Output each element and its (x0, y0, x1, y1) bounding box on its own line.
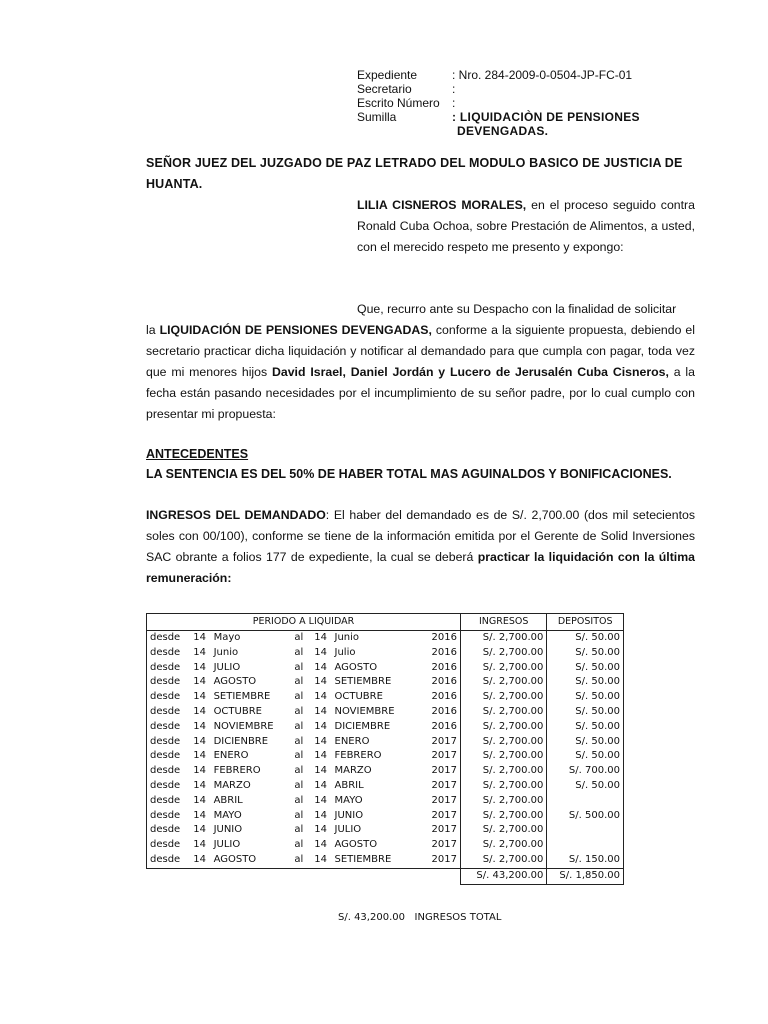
row-month-from: JULIO (213, 839, 241, 851)
row-deposito (547, 838, 624, 853)
row-al: al (288, 853, 310, 868)
row-ingreso: S/. 2,700.00 (460, 675, 546, 690)
row-year: 2017 (431, 735, 457, 747)
row-year: 2016 (431, 632, 457, 643)
table-row (147, 661, 624, 676)
table-row (147, 764, 624, 779)
row-al: al (294, 691, 304, 703)
row-ingreso: S/. 2,700.00 (460, 661, 546, 676)
row-month-to: SETIEMBRE (334, 676, 392, 688)
row-day-to: 14 (314, 646, 327, 658)
row-ingreso: S/. 2,700.00 (460, 853, 546, 868)
row-ingreso: S/. 2,700.00 (460, 735, 546, 750)
row-month-from: SETIEMBRE (213, 691, 271, 703)
row-month-to: ABRIL (334, 779, 364, 791)
row-month-from: MARZO (213, 779, 251, 791)
row-deposito (547, 823, 624, 838)
row-ingreso: S/. 2,700.00 (460, 823, 546, 838)
row-month-to: ENERO (334, 735, 370, 747)
table-row (147, 779, 624, 794)
row-ingreso: S/. 2,700.00 (460, 631, 546, 646)
row-desde: desde (147, 646, 189, 661)
row-desde: desde (147, 764, 189, 779)
sentence-text: LA SENTENCIA ES DEL 50% DE HABER TOTAL MAS AGUINALDOS Y BONIFICACIONES. (146, 467, 672, 481)
row-ingreso: S/. 2,700.00 (460, 764, 546, 779)
row-day-from: 14 (193, 705, 206, 717)
row-month-from: ABRIL (213, 794, 243, 806)
row-month-from: NOVIEMBRE (213, 720, 274, 732)
row-day-to: 14 (314, 691, 327, 703)
row-day-to: 14 (314, 765, 327, 777)
row-al: al (294, 676, 304, 688)
col-header-depositos: DEPOSITOS (547, 614, 624, 631)
row-year: 2017 (431, 794, 457, 806)
request-mid: conforme a la siguiente propuesta, debiendo el secretario practicar dicha liquidación y notificar al demandado para que cumpla con pagar, toda vez que mi menores hijos (146, 323, 695, 379)
row-day-to: 14 (314, 824, 327, 836)
row-desde: desde (147, 823, 189, 838)
intro-text: en el proceso seguido contra Ronald Cuba Ochoa, sobre Prestación de Alimentos, a usted, con el merecido respeto me presento y expongo: (357, 198, 695, 254)
row-desde: desde (147, 720, 189, 735)
row-deposito: S/. 50.00 (547, 749, 624, 764)
row-desde: desde (147, 779, 189, 794)
row-desde: desde (147, 705, 189, 720)
row-month-to: SETIEMBRE (332, 853, 419, 868)
ingresos-label: INGRESOS DEL DEMANDADO (146, 508, 326, 522)
table-row (147, 735, 624, 750)
request-first-line: Que, recurro ante su Despacho con la finalidad de solicitar (357, 302, 677, 316)
ingresos-text: : El haber del demandado es de S/. 2,700.00 (dos mil setecientos soles con 00/100), conforme se tiene de la información emitida por el Gerente de Solid Inversiones SAC obrante a folios 177 de expediente, la cual se deberá (146, 508, 695, 564)
row-ingreso: S/. 2,700.00 (460, 809, 546, 824)
row-day-from: 14 (193, 809, 206, 821)
row-ingreso: S/. 2,700.00 (460, 779, 546, 794)
row-year: 2016 (431, 676, 457, 688)
col-header-periodo: PERIODO A LIQUIDAR (147, 614, 461, 631)
petitioner-name: LILIA CISNEROS MORALES, (357, 198, 527, 212)
row-day-from: 14 (193, 824, 206, 836)
row-al: al (294, 839, 304, 851)
row-al: al (294, 720, 304, 732)
row-month-to: OCTUBRE (334, 691, 383, 703)
row-day-to: 14 (314, 750, 327, 762)
row-year: 2016 (431, 705, 457, 717)
row-day-from: 14 (193, 676, 206, 688)
antecedentes-heading: ANTECEDENTES (146, 447, 249, 461)
row-month-to: AGOSTO (334, 661, 378, 673)
table-row (147, 749, 624, 764)
row-day-to: 14 (314, 809, 327, 821)
request-paragraph (146, 299, 695, 425)
row-desde: desde (147, 735, 189, 750)
row-deposito: S/. 50.00 (547, 779, 624, 794)
totals-row (147, 868, 624, 884)
row-month-to: AGOSTO (334, 839, 378, 851)
table-row (147, 675, 624, 690)
expediente-label: Expediente (357, 68, 418, 82)
row-desde: desde (147, 675, 189, 690)
row-day-from: 14 (193, 632, 206, 643)
row-day-from: 14 (193, 839, 206, 851)
addressee: SEÑOR JUEZ DEL JUZGADO DE PAZ LETRADO DEL MODULO BASICO DE JUSTICIA DE HUANTA. (146, 156, 683, 191)
ingresos-paragraph (146, 505, 695, 589)
row-desde: desde (147, 838, 189, 853)
table-row (147, 853, 624, 868)
row-year: 2016 (431, 646, 457, 658)
row-month-from: Mayo (213, 632, 241, 643)
liquidation-table (146, 613, 624, 885)
total-summary (338, 912, 501, 923)
table-row (147, 809, 624, 824)
row-day-from: 14 (193, 661, 206, 673)
row-desde: desde (147, 661, 189, 676)
table-row (147, 823, 624, 838)
row-ingreso: S/. 2,700.00 (460, 705, 546, 720)
table-header-row (147, 614, 624, 631)
row-day-from: 14 (189, 853, 211, 868)
row-al: al (294, 705, 304, 717)
sumilla-label: Sumilla (357, 110, 397, 124)
row-al: al (294, 661, 304, 673)
row-day-to: 14 (314, 632, 327, 643)
row-al: al (294, 779, 304, 791)
row-month-to: Julio (334, 646, 356, 658)
row-deposito: S/. 50.00 (547, 631, 624, 646)
table-row (147, 794, 624, 809)
row-month-from: MAYO (213, 809, 242, 821)
expediente-value: : Nro. 284-2009-0-0504-JP-FC-01 (452, 68, 633, 82)
row-day-to: 14 (314, 676, 327, 688)
row-deposito: S/. 50.00 (547, 690, 624, 705)
row-month-to: Junio (334, 632, 360, 643)
request-bold-1: LIQUIDACIÓN DE PENSIONES DEVENGADAS, (159, 323, 432, 337)
row-desde: desde (147, 809, 189, 824)
row-month-from: FEBRERO (213, 765, 261, 777)
table-row (147, 720, 624, 735)
antecedentes-section (146, 444, 672, 484)
row-al: al (294, 646, 304, 658)
row-day-to: 14 (314, 794, 327, 806)
secretario-label: Secretario (357, 82, 412, 96)
case-header (357, 68, 640, 138)
total-label: INGRESOS TOTAL (414, 912, 502, 923)
totals-spacer (147, 868, 461, 884)
row-year: 2017 (431, 824, 457, 836)
table-row (147, 705, 624, 720)
row-month-from: DICIENBRE (213, 735, 269, 747)
total-depositos: S/. 1,850.00 (547, 868, 624, 884)
row-month-from: ENERO (213, 750, 249, 762)
row-deposito: S/. 500.00 (547, 809, 624, 824)
total-amount: S/. 43,200.00 (338, 912, 405, 923)
col-header-ingresos: INGRESOS (460, 614, 546, 631)
request-pre: la (146, 323, 160, 337)
row-day-from: 14 (193, 765, 206, 777)
row-al: al (294, 765, 304, 777)
table-row (147, 631, 624, 646)
row-month-from: AGOSTO (211, 853, 288, 868)
row-deposito: S/. 150.00 (547, 853, 624, 868)
row-month-from: JUNIO (213, 824, 243, 836)
row-day-from: 14 (193, 750, 206, 762)
row-year: 2017 (431, 839, 457, 851)
row-month-from: OCTUBRE (213, 705, 262, 717)
escrito-value: : (452, 96, 456, 110)
row-al: al (294, 735, 304, 747)
row-day-to: 14 (310, 853, 332, 868)
row-deposito: S/. 50.00 (547, 735, 624, 750)
row-desde: desde (147, 749, 189, 764)
row-day-from: 14 (193, 779, 206, 791)
intro-paragraph (357, 195, 695, 258)
row-month-to: DICIEMBRE (334, 720, 391, 732)
table-row (147, 690, 624, 705)
row-month-to: JULIO (334, 824, 362, 836)
row-desde: desde (147, 853, 189, 868)
row-deposito: S/. 50.00 (547, 675, 624, 690)
row-deposito (547, 794, 624, 809)
row-year: 2016 (431, 691, 457, 703)
row-day-to: 14 (314, 735, 327, 747)
row-ingreso: S/. 2,700.00 (460, 720, 546, 735)
row-day-from: 14 (193, 735, 206, 747)
row-day-to: 14 (314, 720, 327, 732)
row-year: 2017 (431, 765, 457, 777)
row-year: 2017 (431, 809, 457, 821)
ingresos-bold: practicar la liquidación con la última remuneración: (146, 550, 695, 585)
row-month-from: JULIO (213, 661, 241, 673)
row-month-to: MAYO (334, 794, 363, 806)
row-day-from: 14 (193, 720, 206, 732)
row-al: al (294, 824, 304, 836)
row-day-to: 14 (314, 839, 327, 851)
sumilla-value-cont: DEVENGADAS. (457, 124, 549, 138)
escrito-label: Escrito Número (357, 96, 440, 110)
row-deposito: S/. 50.00 (547, 705, 624, 720)
row-month-from: Junio (213, 646, 239, 658)
row-al: al (294, 809, 304, 821)
row-day-to: 14 (314, 705, 327, 717)
row-deposito: S/. 50.00 (547, 720, 624, 735)
total-ingresos: S/. 43,200.00 (460, 868, 546, 884)
row-month-from: AGOSTO (213, 676, 257, 688)
row-ingreso: S/. 2,700.00 (460, 749, 546, 764)
row-al: al (294, 750, 304, 762)
row-al: al (294, 794, 304, 806)
row-desde: desde (147, 631, 189, 646)
row-desde: desde (147, 794, 189, 809)
row-ingreso: S/. 2,700.00 (460, 838, 546, 853)
table-row (147, 646, 624, 661)
children-names: David Israel, Daniel Jordán y Lucero de Jerusalén Cuba Cisneros, (272, 365, 669, 379)
row-ingreso: S/. 2,700.00 (460, 690, 546, 705)
request-post: a la fecha están pasando necesidades por el incumplimiento de su señor padre, por lo cual cumplo con presentar mi propuesta: (146, 365, 695, 421)
row-month-to: MARZO (334, 765, 372, 777)
row-al: al (294, 632, 304, 643)
row-desde: desde (147, 690, 189, 705)
row-deposito: S/. 700.00 (547, 764, 624, 779)
row-year: 2016 (431, 661, 457, 673)
row-day-to: 14 (314, 661, 327, 673)
row-month-to: FEBRERO (334, 750, 382, 762)
row-day-from: 14 (193, 646, 206, 658)
row-year: 2017 (431, 750, 457, 762)
row-deposito: S/. 50.00 (547, 661, 624, 676)
table-row (147, 838, 624, 853)
row-month-to: NOVIEMBRE (334, 705, 395, 717)
row-year: 2017 (431, 779, 457, 791)
sumilla-value: : LIQUIDACIÒN DE PENSIONES (452, 110, 640, 124)
row-ingreso: S/. 2,700.00 (460, 794, 546, 809)
row-day-from: 14 (193, 794, 206, 806)
row-year: 2016 (431, 720, 457, 732)
row-day-from: 14 (193, 691, 206, 703)
row-ingreso: S/. 2,700.00 (460, 646, 546, 661)
row-deposito: S/. 50.00 (547, 646, 624, 661)
row-day-to: 14 (314, 779, 327, 791)
row-year: 2017 (418, 853, 460, 868)
row-month-to: JUNIO (334, 809, 364, 821)
secretario-value: : (452, 82, 456, 96)
